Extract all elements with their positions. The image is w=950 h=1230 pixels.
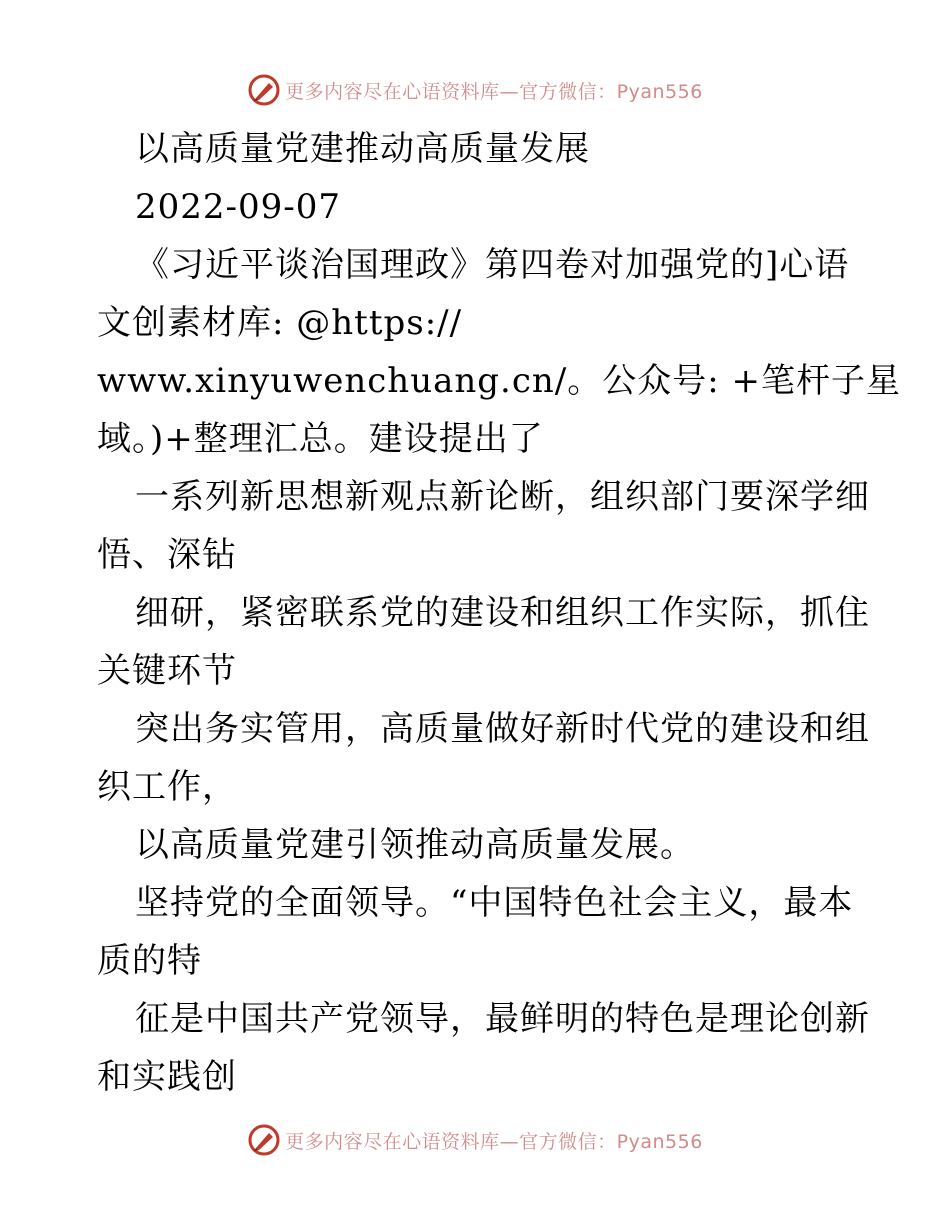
text-line: 坚持党的全面领导。“中国特色社会主义，最本 bbox=[135, 883, 854, 923]
text-line: 文创素材库: @https:// bbox=[97, 303, 463, 343]
text-line: 悟、深钻 bbox=[97, 535, 237, 575]
footer-banner-text: 更多内容尽在心语资料库—官方微信：Pyan556 bbox=[285, 1130, 703, 1153]
text-line: 征是中国共产党领导，最鲜明的特色是理论创新 bbox=[135, 999, 870, 1039]
text-line: 质的特 bbox=[97, 941, 202, 981]
text-line: 域。)+整理汇总。建设提出了 bbox=[97, 419, 544, 459]
text-line: 关键环节 bbox=[97, 651, 237, 691]
footer-banner bbox=[0, 1120, 950, 1160]
text-line: 《习近平谈治国理政》第四卷对加强党的]心语 bbox=[135, 245, 850, 285]
header-banner-text: 更多内容尽在心语资料库—官方微信：Pyan556 bbox=[285, 80, 703, 103]
pen-nib-logo-icon bbox=[247, 73, 281, 107]
document-date: 2022-09-07 bbox=[135, 187, 342, 227]
document-title: 以高质量党建推动高质量发展 bbox=[135, 129, 590, 169]
text-line: www.xinyuwenchuang.cn/。公众号: +笔杆子星 bbox=[97, 361, 901, 401]
text-line: 和实践创 bbox=[97, 1057, 237, 1097]
text-line: 细研，紧密联系党的建设和组织工作实际，抓住 bbox=[135, 593, 870, 633]
pen-nib-logo-icon bbox=[247, 1123, 281, 1157]
text-line: 突出务实管用，高质量做好新时代党的建设和组 bbox=[135, 709, 870, 749]
document-body bbox=[97, 120, 901, 1106]
text-line: 以高质量党建引领推动高质量发展。 bbox=[135, 825, 695, 865]
text-line: 织工作， bbox=[97, 767, 237, 807]
text-line: 一系列新思想新观点新论断，组织部门要深学细 bbox=[135, 477, 870, 517]
header-banner bbox=[0, 70, 950, 110]
